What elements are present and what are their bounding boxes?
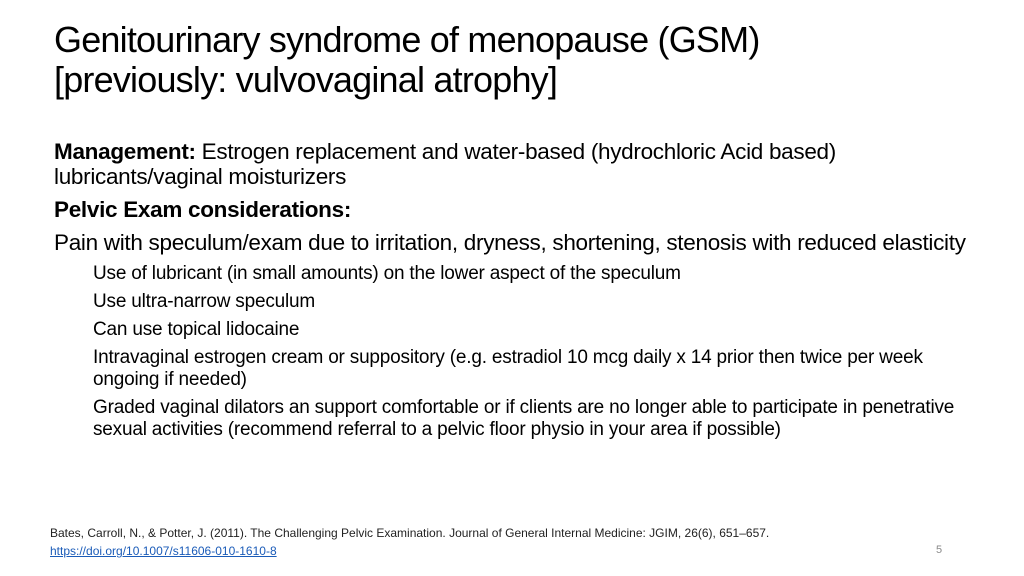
- pelvic-exam-heading: [54, 197, 994, 222]
- slide-title-line-1: Genitourinary syndrome of menopause (GSM): [54, 19, 760, 60]
- list-item-dilators: Graded vaginal dilators an support comfortable or if clients are no longer able to participate in penetrative sexual activities (recommend referral to a pelvic floor physio in your area if possible): [93, 397, 955, 440]
- list-item-speculum: Use ultra-narrow speculum: [93, 291, 316, 312]
- slide-title-line-2: [previously: vulvovaginal atrophy]: [54, 59, 558, 100]
- list-item-lubricant: Use of lubricant (in small amounts) on the lower aspect of the speculum: [93, 263, 681, 284]
- management-text: Estrogen replacement and water-based (hydrochloric Acid based) lubricants/vaginal moisturizers: [54, 139, 836, 189]
- slide-title: [54, 20, 1004, 100]
- reference-link[interactable]: https://doi.org/10.1007/s11606-010-1610-8: [50, 544, 277, 558]
- slide-content: [54, 139, 994, 447]
- list-item-lidocaine: Can use topical lidocaine: [93, 319, 300, 340]
- page-number: 5: [936, 544, 943, 556]
- considerations-list: [54, 263, 994, 441]
- reference-footer: [50, 524, 950, 560]
- reference-citation: Bates, Carroll, N., & Potter, J. (2011). The Challenging Pelvic Examination. Journal of General Internal Medicine: JGIM, 26(6), 651–657.: [50, 526, 770, 540]
- management-label: Management:: [54, 139, 196, 164]
- pain-paragraph: Pain with speculum/exam due to irritation, dryness, shortening, stenosis with reduced elasticity: [54, 230, 966, 255]
- management-paragraph: [54, 139, 994, 189]
- list-item-estrogen: Intravaginal estrogen cream or suppository (e.g. estradiol 10 mcg daily x 14 prior then twice per week ongoing if needed): [93, 347, 923, 390]
- pelvic-exam-heading-text: Pelvic Exam considerations:: [54, 197, 352, 222]
